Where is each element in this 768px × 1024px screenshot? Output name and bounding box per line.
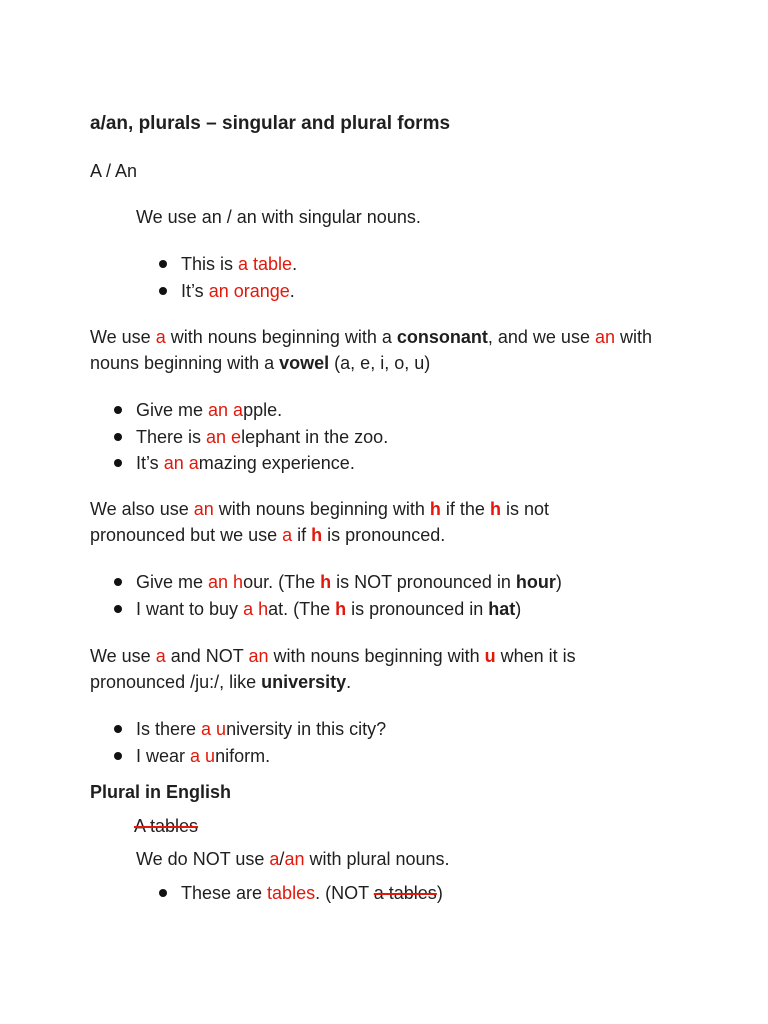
list-item: Give me an apple. (114, 397, 388, 424)
list-item: I want to buy a hat. (The h is pronounced in hat) (114, 596, 562, 623)
rule-consonant-vowel: We use a with nouns beginning with a consonant, and we use an with nouns beginning with a vowel (a, e, i, o, u) (90, 327, 653, 373)
plural-heading: Plural in English (90, 782, 232, 802)
wrong-example: A tables (134, 816, 199, 836)
examples-list-3 (114, 569, 562, 622)
intro-text: We use an / an with singular nouns. (136, 207, 421, 227)
list-item: Give me an hour. (The h is NOT pronounced in hour) (114, 569, 562, 596)
rule-h-sound: We also use an with nouns beginning with h if the h is not pronounced but we use a if h is pronounced. (90, 499, 549, 545)
document-title: a/an, plurals – singular and plural forms (90, 113, 451, 134)
list-item: I wear a uniform. (114, 743, 386, 770)
list-item: Is there a university in this city? (114, 716, 386, 743)
section-heading-a-an: A / An (90, 161, 138, 181)
examples-list-4 (114, 716, 386, 769)
list-item: These are tables. (NOT a tables) (159, 880, 443, 907)
list-item: This is a table. (159, 251, 297, 278)
plural-rule: We do NOT use a/an with plural nouns. (136, 849, 450, 869)
examples-list-5 (159, 880, 443, 907)
list-item: It’s an orange. (159, 278, 297, 305)
examples-list-1 (159, 251, 297, 304)
rule-u-sound: We use a and NOT an with nouns beginning with u when it is pronounced /ju:/, like university. (90, 646, 576, 692)
list-item: There is an elephant in the zoo. (114, 424, 388, 451)
examples-list-2 (114, 397, 388, 477)
list-item: It’s an amazing experience. (114, 450, 388, 477)
